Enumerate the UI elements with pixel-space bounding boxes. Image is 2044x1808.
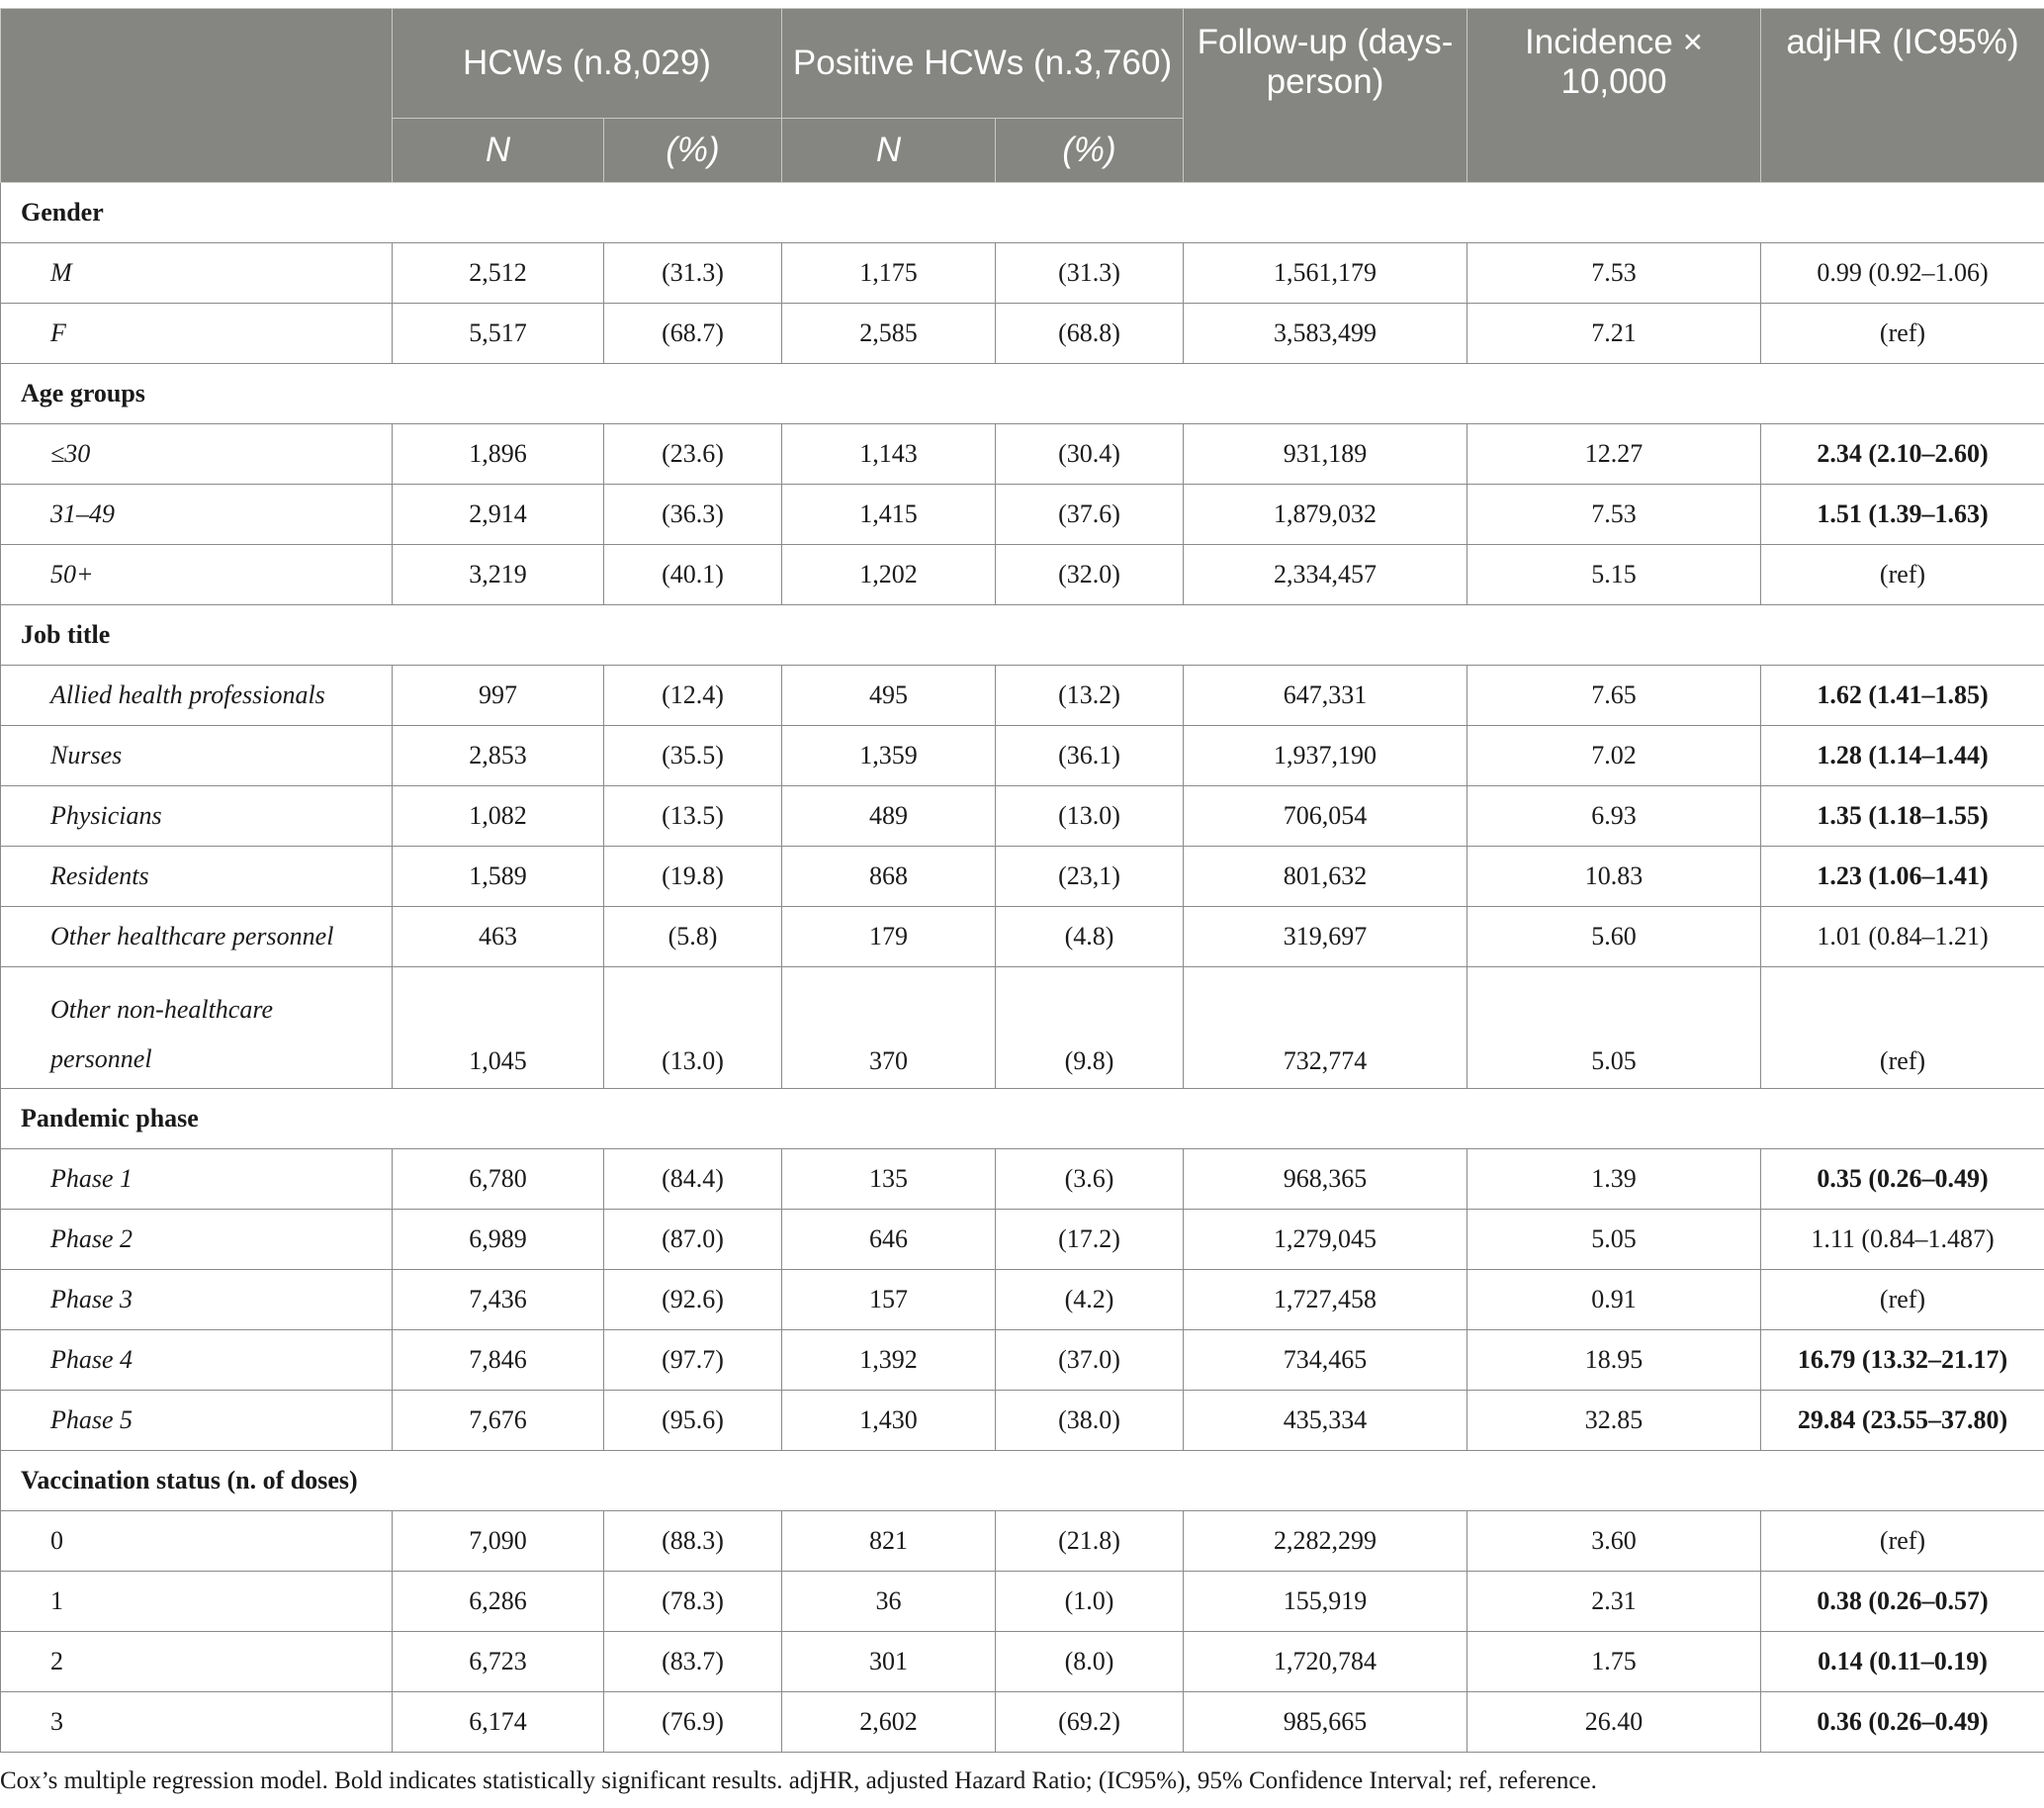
hcws-n-cell: 6,286 bbox=[393, 1572, 604, 1632]
row-label: 31–49 bbox=[1, 485, 393, 545]
row-label: 50+ bbox=[1, 545, 393, 605]
row-label: Phase 5 bbox=[1, 1391, 393, 1451]
positive-pct-cell: (37.0) bbox=[996, 1330, 1184, 1391]
hcws-n-cell: 7,676 bbox=[393, 1391, 604, 1451]
hcws-pct-cell: (23.6) bbox=[604, 424, 782, 485]
hcws-n-cell: 3,219 bbox=[393, 545, 604, 605]
positive-pct-cell: (30.4) bbox=[996, 424, 1184, 485]
follow-up-cell: 3,583,499 bbox=[1184, 304, 1467, 364]
follow-up-cell: 985,665 bbox=[1184, 1692, 1467, 1753]
adjhr-cell: 1.35 (1.18–1.55) bbox=[1761, 786, 2044, 847]
row-label: M bbox=[1, 243, 393, 304]
hcws-pct-cell: (19.8) bbox=[604, 847, 782, 907]
hcws-n-cell: 1,045 bbox=[393, 967, 604, 1089]
hcws-pct-cell: (40.1) bbox=[604, 545, 782, 605]
positive-n-cell: 821 bbox=[782, 1511, 996, 1572]
adjhr-cell: 1.51 (1.39–1.63) bbox=[1761, 485, 2044, 545]
section-header-row bbox=[1, 605, 2044, 666]
hcws-pct-cell: (92.6) bbox=[604, 1270, 782, 1330]
positive-pct-cell: (13.2) bbox=[996, 666, 1184, 726]
follow-up-cell: 1,720,784 bbox=[1184, 1632, 1467, 1692]
row-label: Physicians bbox=[1, 786, 393, 847]
positive-n-cell: 495 bbox=[782, 666, 996, 726]
table-row bbox=[1, 1511, 2044, 1572]
positive-n-cell: 36 bbox=[782, 1572, 996, 1632]
table-row bbox=[1, 786, 2044, 847]
adjhr-cell: 1.62 (1.41–1.85) bbox=[1761, 666, 2044, 726]
positive-pct-cell: (4.2) bbox=[996, 1270, 1184, 1330]
header-follow-up: Follow-up (days-person) bbox=[1184, 9, 1467, 183]
follow-up-cell: 1,727,458 bbox=[1184, 1270, 1467, 1330]
row-label: Residents bbox=[1, 847, 393, 907]
positive-pct-cell: (31.3) bbox=[996, 243, 1184, 304]
row-label: Other non-healthcare personnel bbox=[1, 967, 393, 1089]
section-title: Gender bbox=[1, 183, 2044, 243]
adjhr-cell: (ref) bbox=[1761, 967, 2044, 1089]
positive-n-cell: 489 bbox=[782, 786, 996, 847]
table-row bbox=[1, 967, 2044, 1089]
follow-up-cell: 968,365 bbox=[1184, 1149, 1467, 1210]
header-adjhr: adjHR (IC95%) bbox=[1761, 9, 2044, 183]
incidence-cell: 18.95 bbox=[1467, 1330, 1761, 1391]
hcws-n-cell: 5,517 bbox=[393, 304, 604, 364]
row-label: Allied health professionals bbox=[1, 666, 393, 726]
section-title: Age groups bbox=[1, 364, 2044, 424]
table-row bbox=[1, 304, 2044, 364]
positive-n-cell: 1,392 bbox=[782, 1330, 996, 1391]
adjhr-cell: (ref) bbox=[1761, 1511, 2044, 1572]
follow-up-cell: 801,632 bbox=[1184, 847, 1467, 907]
row-label: 1 bbox=[1, 1572, 393, 1632]
adjhr-cell: 1.23 (1.06–1.41) bbox=[1761, 847, 2044, 907]
hcws-n-cell: 7,090 bbox=[393, 1511, 604, 1572]
positive-pct-cell: (38.0) bbox=[996, 1391, 1184, 1451]
hcws-n-cell: 1,589 bbox=[393, 847, 604, 907]
hcws-n-cell: 6,780 bbox=[393, 1149, 604, 1210]
follow-up-cell: 706,054 bbox=[1184, 786, 1467, 847]
follow-up-cell: 155,919 bbox=[1184, 1572, 1467, 1632]
header-hcws-pct: (%) bbox=[604, 119, 782, 183]
hcws-pct-cell: (13.5) bbox=[604, 786, 782, 847]
hcws-pct-cell: (88.3) bbox=[604, 1511, 782, 1572]
incidence-cell: 7.53 bbox=[1467, 243, 1761, 304]
hcws-n-cell: 6,989 bbox=[393, 1210, 604, 1270]
follow-up-cell: 1,879,032 bbox=[1184, 485, 1467, 545]
table-body bbox=[1, 183, 2044, 1753]
adjhr-cell: 0.35 (0.26–0.49) bbox=[1761, 1149, 2044, 1210]
follow-up-cell: 647,331 bbox=[1184, 666, 1467, 726]
positive-n-cell: 2,602 bbox=[782, 1692, 996, 1753]
incidence-cell: 6.93 bbox=[1467, 786, 1761, 847]
hcws-pct-cell: (13.0) bbox=[604, 967, 782, 1089]
table-row bbox=[1, 1692, 2044, 1753]
incidence-cell: 5.60 bbox=[1467, 907, 1761, 967]
table-row bbox=[1, 1210, 2044, 1270]
results-table bbox=[0, 8, 2044, 1753]
positive-pct-cell: (23,1) bbox=[996, 847, 1184, 907]
table-row bbox=[1, 1391, 2044, 1451]
incidence-cell: 2.31 bbox=[1467, 1572, 1761, 1632]
positive-n-cell: 1,202 bbox=[782, 545, 996, 605]
hcws-pct-cell: (12.4) bbox=[604, 666, 782, 726]
adjhr-cell: 0.38 (0.26–0.57) bbox=[1761, 1572, 2044, 1632]
section-header-row bbox=[1, 183, 2044, 243]
positive-pct-cell: (21.8) bbox=[996, 1511, 1184, 1572]
positive-n-cell: 370 bbox=[782, 967, 996, 1089]
hcws-pct-cell: (35.5) bbox=[604, 726, 782, 786]
table-row bbox=[1, 1330, 2044, 1391]
hcws-pct-cell: (84.4) bbox=[604, 1149, 782, 1210]
positive-n-cell: 135 bbox=[782, 1149, 996, 1210]
follow-up-cell: 435,334 bbox=[1184, 1391, 1467, 1451]
hcws-pct-cell: (36.3) bbox=[604, 485, 782, 545]
hcws-n-cell: 6,174 bbox=[393, 1692, 604, 1753]
positive-pct-cell: (9.8) bbox=[996, 967, 1184, 1089]
incidence-cell: 5.15 bbox=[1467, 545, 1761, 605]
section-header-row bbox=[1, 1451, 2044, 1511]
incidence-cell: 1.39 bbox=[1467, 1149, 1761, 1210]
hcws-n-cell: 7,436 bbox=[393, 1270, 604, 1330]
section-title: Job title bbox=[1, 605, 2044, 666]
section-title: Pandemic phase bbox=[1, 1089, 2044, 1149]
adjhr-cell: (ref) bbox=[1761, 1270, 2044, 1330]
follow-up-cell: 1,279,045 bbox=[1184, 1210, 1467, 1270]
follow-up-cell: 732,774 bbox=[1184, 967, 1467, 1089]
header-incidence: Incidence × 10,000 bbox=[1467, 9, 1761, 183]
positive-pct-cell: (8.0) bbox=[996, 1632, 1184, 1692]
incidence-cell: 32.85 bbox=[1467, 1391, 1761, 1451]
hcws-n-cell: 1,082 bbox=[393, 786, 604, 847]
hcws-pct-cell: (87.0) bbox=[604, 1210, 782, 1270]
positive-pct-cell: (37.6) bbox=[996, 485, 1184, 545]
positive-pct-cell: (4.8) bbox=[996, 907, 1184, 967]
header-positive-hcws: Positive HCWs (n.3,760) bbox=[782, 9, 1184, 119]
adjhr-cell: (ref) bbox=[1761, 304, 2044, 364]
positive-n-cell: 301 bbox=[782, 1632, 996, 1692]
incidence-cell: 1.75 bbox=[1467, 1632, 1761, 1692]
positive-n-cell: 179 bbox=[782, 907, 996, 967]
adjhr-cell: 0.36 (0.26–0.49) bbox=[1761, 1692, 2044, 1753]
incidence-cell: 10.83 bbox=[1467, 847, 1761, 907]
positive-pct-cell: (68.8) bbox=[996, 304, 1184, 364]
table-row bbox=[1, 1632, 2044, 1692]
hcws-pct-cell: (31.3) bbox=[604, 243, 782, 304]
incidence-cell: 5.05 bbox=[1467, 1210, 1761, 1270]
hcws-n-cell: 2,914 bbox=[393, 485, 604, 545]
hcws-pct-cell: (83.7) bbox=[604, 1632, 782, 1692]
row-label: Other healthcare personnel bbox=[1, 907, 393, 967]
incidence-cell: 7.65 bbox=[1467, 666, 1761, 726]
table-header bbox=[1, 9, 2044, 183]
adjhr-cell: 0.14 (0.11–0.19) bbox=[1761, 1632, 2044, 1692]
positive-pct-cell: (13.0) bbox=[996, 786, 1184, 847]
incidence-cell: 7.02 bbox=[1467, 726, 1761, 786]
adjhr-cell: 0.99 (0.92–1.06) bbox=[1761, 243, 2044, 304]
row-label: Phase 4 bbox=[1, 1330, 393, 1391]
hcws-pct-cell: (5.8) bbox=[604, 907, 782, 967]
table-row bbox=[1, 1149, 2044, 1210]
incidence-cell: 5.05 bbox=[1467, 967, 1761, 1089]
adjhr-cell: 2.34 (2.10–2.60) bbox=[1761, 424, 2044, 485]
table-footnote: Cox’s multiple regression model. Bold indicates statistically significant results. adjHR, adjusted Hazard Ratio; (IC95%), 95% Confidence Interval; ref, reference. bbox=[0, 1767, 1597, 1794]
hcws-n-cell: 6,723 bbox=[393, 1632, 604, 1692]
incidence-cell: 7.53 bbox=[1467, 485, 1761, 545]
positive-n-cell: 1,175 bbox=[782, 243, 996, 304]
row-label: 3 bbox=[1, 1692, 393, 1753]
header-positive-n: N bbox=[782, 119, 996, 183]
header-hcws: HCWs (n.8,029) bbox=[393, 9, 782, 119]
follow-up-cell: 2,334,457 bbox=[1184, 545, 1467, 605]
hcws-n-cell: 7,846 bbox=[393, 1330, 604, 1391]
positive-pct-cell: (3.6) bbox=[996, 1149, 1184, 1210]
row-label: Phase 3 bbox=[1, 1270, 393, 1330]
positive-n-cell: 868 bbox=[782, 847, 996, 907]
hcws-pct-cell: (95.6) bbox=[604, 1391, 782, 1451]
follow-up-cell: 1,937,190 bbox=[1184, 726, 1467, 786]
incidence-cell: 26.40 bbox=[1467, 1692, 1761, 1753]
follow-up-cell: 2,282,299 bbox=[1184, 1511, 1467, 1572]
incidence-cell: 3.60 bbox=[1467, 1511, 1761, 1572]
header-blank bbox=[1, 9, 393, 183]
positive-n-cell: 2,585 bbox=[782, 304, 996, 364]
follow-up-cell: 931,189 bbox=[1184, 424, 1467, 485]
table-row bbox=[1, 424, 2044, 485]
table-row bbox=[1, 243, 2044, 304]
header-hcws-n: N bbox=[393, 119, 604, 183]
positive-pct-cell: (32.0) bbox=[996, 545, 1184, 605]
section-header-row bbox=[1, 1089, 2044, 1149]
table-row bbox=[1, 1572, 2044, 1632]
header-positive-pct: (%) bbox=[996, 119, 1184, 183]
adjhr-cell: 1.28 (1.14–1.44) bbox=[1761, 726, 2044, 786]
hcws-n-cell: 2,853 bbox=[393, 726, 604, 786]
positive-n-cell: 1,359 bbox=[782, 726, 996, 786]
positive-n-cell: 1,430 bbox=[782, 1391, 996, 1451]
table-row bbox=[1, 485, 2044, 545]
incidence-cell: 12.27 bbox=[1467, 424, 1761, 485]
incidence-cell: 7.21 bbox=[1467, 304, 1761, 364]
follow-up-cell: 1,561,179 bbox=[1184, 243, 1467, 304]
hcws-n-cell: 1,896 bbox=[393, 424, 604, 485]
hcws-n-cell: 463 bbox=[393, 907, 604, 967]
follow-up-cell: 319,697 bbox=[1184, 907, 1467, 967]
row-label: Phase 2 bbox=[1, 1210, 393, 1270]
adjhr-cell: 1.11 (0.84–1.487) bbox=[1761, 1210, 2044, 1270]
positive-pct-cell: (17.2) bbox=[996, 1210, 1184, 1270]
follow-up-cell: 734,465 bbox=[1184, 1330, 1467, 1391]
adjhr-cell: 1.01 (0.84–1.21) bbox=[1761, 907, 2044, 967]
adjhr-cell: 29.84 (23.55–37.80) bbox=[1761, 1391, 2044, 1451]
table-row bbox=[1, 726, 2044, 786]
row-label: F bbox=[1, 304, 393, 364]
section-header-row bbox=[1, 364, 2044, 424]
hcws-pct-cell: (76.9) bbox=[604, 1692, 782, 1753]
positive-n-cell: 646 bbox=[782, 1210, 996, 1270]
hcws-pct-cell: (97.7) bbox=[604, 1330, 782, 1391]
positive-n-cell: 1,415 bbox=[782, 485, 996, 545]
table-row bbox=[1, 1270, 2044, 1330]
table-row bbox=[1, 666, 2044, 726]
positive-n-cell: 157 bbox=[782, 1270, 996, 1330]
row-label: 2 bbox=[1, 1632, 393, 1692]
hcws-pct-cell: (78.3) bbox=[604, 1572, 782, 1632]
section-title: Vaccination status (n. of doses) bbox=[1, 1451, 2044, 1511]
positive-pct-cell: (69.2) bbox=[996, 1692, 1184, 1753]
row-label: Nurses bbox=[1, 726, 393, 786]
table-row bbox=[1, 545, 2044, 605]
positive-pct-cell: (1.0) bbox=[996, 1572, 1184, 1632]
hcws-n-cell: 2,512 bbox=[393, 243, 604, 304]
table-row bbox=[1, 907, 2044, 967]
positive-pct-cell: (36.1) bbox=[996, 726, 1184, 786]
hcws-pct-cell: (68.7) bbox=[604, 304, 782, 364]
table-row bbox=[1, 847, 2044, 907]
row-label: 0 bbox=[1, 1511, 393, 1572]
adjhr-cell: (ref) bbox=[1761, 545, 2044, 605]
row-label: ≤30 bbox=[1, 424, 393, 485]
incidence-cell: 0.91 bbox=[1467, 1270, 1761, 1330]
row-label: Phase 1 bbox=[1, 1149, 393, 1210]
adjhr-cell: 16.79 (13.32–21.17) bbox=[1761, 1330, 2044, 1391]
positive-n-cell: 1,143 bbox=[782, 424, 996, 485]
hcws-n-cell: 997 bbox=[393, 666, 604, 726]
